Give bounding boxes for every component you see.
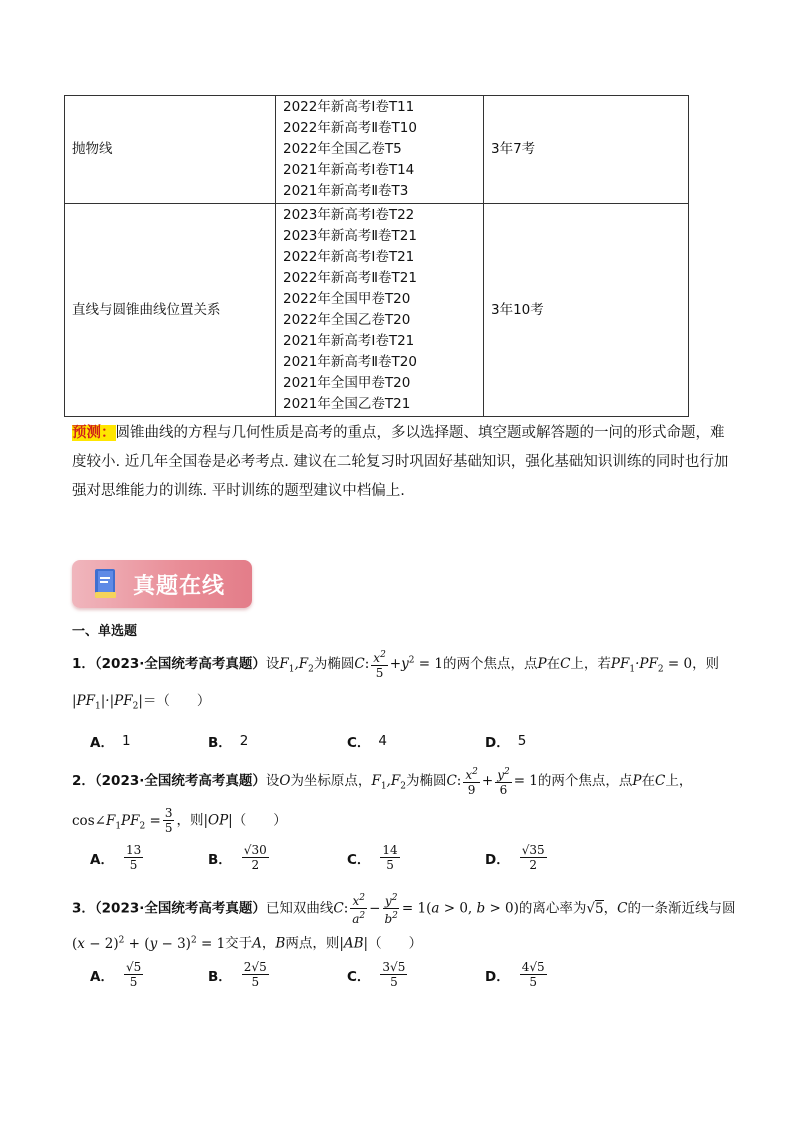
question-text: 两点，则 <box>285 935 340 952</box>
option-b[interactable]: B． 2 <box>208 733 249 751</box>
math-expression: $|PF_1|\cdot|PF_2|$ <box>72 693 143 712</box>
banner-title: 真题在线 <box>133 573 226 599</box>
math-expression: $+y^2 = 1$ <box>389 655 443 672</box>
question-text: 已知双曲线 <box>265 900 334 917</box>
option-c[interactable]: C． 4 <box>347 733 388 751</box>
paper-item: 2023年新高考Ⅰ卷T22 <box>283 207 415 223</box>
paper-item: 2022年全国甲卷T20 <box>283 291 411 307</box>
option-c[interactable]: C． $\frac{14}{5}$ <box>347 843 398 872</box>
math-expression: $(x - 2)^2 + (y - 3)^2 = 1$ <box>72 935 226 952</box>
paper-item: 2021年新高考Ⅱ卷T3 <box>283 183 409 199</box>
math-expression: √5 <box>586 900 604 917</box>
table-row <box>65 204 689 417</box>
math-expression: $PF_1\cdot PF_2$ <box>610 656 664 675</box>
option-b[interactable]: B． $\frac{√30}{2}$ <box>208 843 267 872</box>
question-text: 交于 <box>225 935 253 952</box>
paper-item: 2022年新高考Ⅰ卷T21 <box>283 249 415 265</box>
frequency-cell: 3年7考 <box>484 96 689 204</box>
question-3-line-2: $(x - 2)^2 + (y - 3)^2 = 1$交于A，B两点，则|AB|（ ） <box>72 935 423 952</box>
table-row <box>65 96 689 204</box>
paper-item: 2022年新高考Ⅱ卷T10 <box>283 120 417 136</box>
paper-item: 2021年新高考Ⅰ卷T21 <box>283 333 415 349</box>
paper-item: 2021年全国甲卷T20 <box>283 375 411 391</box>
math-expression: |OP| <box>203 812 233 829</box>
option-a[interactable]: A． 1 <box>90 733 131 751</box>
frequency-cell: 3年10考 <box>484 204 689 417</box>
exam-frequency-table <box>64 95 689 417</box>
question-1-line-2 <box>72 691 210 717</box>
question-text: 为坐标原点， <box>290 773 372 789</box>
question-text: 的两个焦点，点 <box>537 773 633 789</box>
math-fraction: $\frac{y^2}{6}$ <box>497 767 510 797</box>
question-text: ＝（ ） <box>142 693 211 709</box>
option-a[interactable]: A． $\frac{13}{5}$ <box>90 843 142 872</box>
paper-item: 2022年新高考Ⅱ卷T21 <box>283 270 417 286</box>
question-text: （ ） <box>232 812 287 829</box>
question-number: 3． <box>72 900 95 917</box>
question-text: 的离心率为 <box>518 900 587 917</box>
paper-item: 2022年新高考Ⅰ卷T11 <box>283 99 415 115</box>
paper-item: 2021年新高考Ⅰ卷T14 <box>283 162 415 178</box>
option-a[interactable]: A． $\frac{√5}{5}$ <box>90 960 142 989</box>
question-text: ，则 <box>692 656 720 672</box>
math-expression: |AB| <box>339 935 369 952</box>
paper-item: 2023年新高考Ⅱ卷T21 <box>283 228 417 244</box>
question-1: 1．（2023·全国统考高考真题）设$F_1,F_2$为椭圆C: $\frac{x^2}{5}$ $+y^2 = 1$的两个焦点，点P在C上，若$PF_1\cdot PF_2 = 0$，则 <box>72 650 720 680</box>
question-text: （ ） <box>368 935 423 952</box>
question-text: 为椭圆 <box>313 656 355 672</box>
question-text: ， <box>603 900 618 917</box>
book-icon <box>93 568 119 600</box>
math-fraction: $\frac{x^2}{5}$ <box>373 650 386 680</box>
question-text: 上， <box>665 773 693 789</box>
option-d[interactable]: D． 5 <box>485 733 527 751</box>
math-expression: $F_1,F_2$ <box>371 773 406 792</box>
paper-item: 2021年新高考Ⅱ卷T20 <box>283 354 417 370</box>
math-expression: $\cos\angle F_1PF_2$ = <box>72 812 161 832</box>
question-text: 设 <box>265 656 280 672</box>
question-text: 在 <box>641 773 655 789</box>
question-source: （2023·全国统考高考真题） <box>94 900 266 917</box>
question-source: （2023·全国统考高考真题） <box>94 773 266 789</box>
question-number: 2． <box>72 773 95 789</box>
question-2-line-2 <box>72 806 287 836</box>
question-text: 设 <box>265 773 280 789</box>
topic-cell: 抛物线 <box>65 96 276 204</box>
paper-item: 2022年全国乙卷T20 <box>283 312 411 328</box>
question-3: 3．（2023·全国统考高考真题）已知双曲线C: $\frac{x^2}{a^2}$ − $\frac{y^2}{b^2}$ = 1(a > 0, b > 0)的离心率为√5，C的一条渐近线与圆 <box>72 893 736 926</box>
option-c[interactable]: C． $\frac{3√5}{5}$ <box>347 960 406 989</box>
option-b[interactable]: B． $\frac{2√5}{5}$ <box>208 960 267 989</box>
question-text: 为椭圆 <box>405 773 447 789</box>
paper-item: 2022年全国乙卷T5 <box>283 141 402 157</box>
option-d[interactable]: D． $\frac{4√5}{5}$ <box>485 960 545 989</box>
prediction-paragraph <box>72 419 732 506</box>
question-text: ，则 <box>176 812 204 829</box>
math-fraction: $\frac{y^2}{b^2}$ <box>384 893 398 926</box>
math-expression: C <box>354 656 365 672</box>
question-text: 上，若 <box>570 656 611 672</box>
papers-cell <box>276 96 484 204</box>
question-text: 在 <box>546 656 561 672</box>
math-expression: $F_1,F_2$ <box>279 656 314 675</box>
topic-cell: 直线与圆锥曲线位置关系 <box>65 204 276 417</box>
prediction-label: 预测： <box>72 425 116 441</box>
math-fraction: $\frac{x^2}{9}$ <box>465 767 478 797</box>
section-heading: 一、单选题 <box>72 624 138 639</box>
question-text: ， <box>261 935 276 952</box>
math-fraction: $\frac{x^2}{a^2}$ <box>352 893 366 926</box>
option-d[interactable]: D． $\frac{√35}{2}$ <box>485 843 545 872</box>
question-2: 2．（2023·全国统考高考真题）设O为坐标原点，$F_1,F_2$为椭圆C: $\frac{x^2}{9}$ + $\frac{y^2}{6}$ = 1的两个焦点，点P在C上， <box>72 767 693 797</box>
paper-item: 2021年全国乙卷T21 <box>283 396 411 412</box>
math-fraction: $\frac{3}{5}$ <box>164 806 173 835</box>
question-text: 的两个焦点，点 <box>442 656 538 672</box>
question-source: （2023·全国统考高考真题） <box>94 656 266 672</box>
math-expression: = 1(a > 0, b > 0) <box>401 900 519 917</box>
prediction-text: 圆锥曲线的方程与几何性质是高考的重点，多以选择题、填空题或解答题的一问的形式命题，难度较小. 近几年全国卷是必考考点. 建议在二轮复习时巩固好基础知识，强化基础知识训练的同时也行加强对思维能力的训练. 平时训练的题型建议中档偏上. <box>72 425 729 499</box>
question-number: 1． <box>72 656 95 672</box>
section-banner <box>72 560 252 608</box>
question-text: 的一条渐近线与圆 <box>627 900 736 917</box>
papers-cell <box>276 204 484 417</box>
